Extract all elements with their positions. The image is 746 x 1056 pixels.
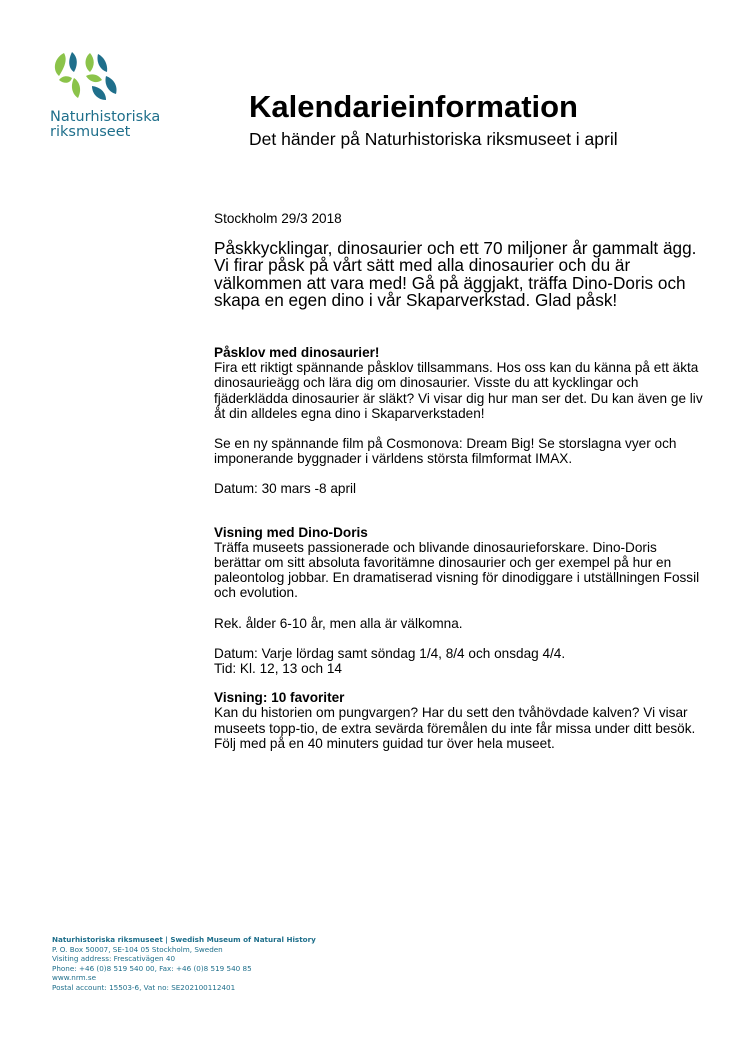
document-subtitle: Det händer på Naturhistoriska riksmuseet i april xyxy=(249,129,618,149)
document-header xyxy=(249,88,689,150)
museum-leaf-logo-icon xyxy=(50,50,126,102)
section-date: Datum: 30 mars -8 april xyxy=(214,481,357,497)
footer-visiting-address: Visiting address: Frescativägen 40 xyxy=(52,954,176,964)
footer-postal-account: Postal account: 15503-6, Vat no: SE202100112401 xyxy=(52,982,236,992)
museum-logo xyxy=(50,50,170,140)
section-date-line: Datum: Varje lördag samt söndag 1/4, 8/4 och onsdag 4/4. xyxy=(214,645,566,661)
section-heading: Påsklov med dinosaurier! xyxy=(214,345,380,361)
document-body xyxy=(214,211,704,766)
section-time-line: Tid: Kl. 12, 13 och 14 xyxy=(214,661,342,677)
footer-org: Naturhistoriska riksmuseet | Swedish Museum of Natural History xyxy=(52,935,316,944)
section-heading: Visning med Dino-Doris xyxy=(214,524,368,540)
logo-line-2: riksmuseet xyxy=(50,124,131,140)
logo-line-1: Naturhistoriska xyxy=(50,109,161,125)
dateline: Stockholm 29/3 2018 xyxy=(214,211,342,226)
section-heading: Visning: 10 favoriter xyxy=(214,690,345,706)
footer-address: P. O. Box 50007, SE-104 05 Stockholm, Sweden xyxy=(52,944,223,954)
section-paragraph: Fira ett riktigt spännande påsklov tillsammans. Hos oss kan du känna på ett äkta dinosaurieägg och lära dig om dinosaurier. Visste du att kycklingar och fjäderklädda dinosaurier är släkt? Vi visar dig hur man ser det. Du kan även ge liv åt din alldeles egna dino i Skaparverkstaden! xyxy=(214,360,703,421)
footer-phone: Phone: +46 (0)8 519 540 00, Fax: +46 (0)8 519 540 85 xyxy=(52,963,252,973)
section-paragraph: Träffa museets passionerade och blivande dinosaurieforskare. Dino-Doris berättar om sitt absoluta favoritämne dinosaurier och ger exempel på hur en paleontolog jobbar. En dramatiserad visning för dinodiggare i utställningen Fossil och evolution. xyxy=(214,539,700,601)
section-10-favorites xyxy=(214,690,704,751)
footer-website: www.nrm.se xyxy=(52,973,97,983)
section-easter-dinosaurs xyxy=(214,345,704,497)
section-dino-doris xyxy=(214,525,704,677)
footer xyxy=(52,935,452,993)
section-paragraph: Rek. ålder 6-10 år, men alla är välkomna. xyxy=(214,615,463,631)
section-paragraph: Kan du historien om pungvargen? Har du sett den tvåhövdade kalven? Vi visar museets topp-tio, de extra sevärda föremålen du inte får missa under ditt besök. Följ med på en 40 minuters guidad tur över hela museet. xyxy=(214,705,696,751)
document-title: Kalendarieinformation xyxy=(249,89,578,124)
section-paragraph: Se en ny spännande film på Cosmonova: Dream Big! Se storslagna vyer och imponerande byggnader i världens största filmformat IMAX. xyxy=(214,436,677,467)
section-date xyxy=(214,646,704,676)
intro-paragraph: Påskkycklingar, dinosaurier och ett 70 miljoner år gammalt ägg. Vi firar påsk på vårt sätt med alla dinosaurier och du är välkommen att vara med! Gå på äggjakt, träffa Dino-Doris och skapa en egen dino i vår Skaparverkstad. Glad påsk! xyxy=(214,238,697,310)
